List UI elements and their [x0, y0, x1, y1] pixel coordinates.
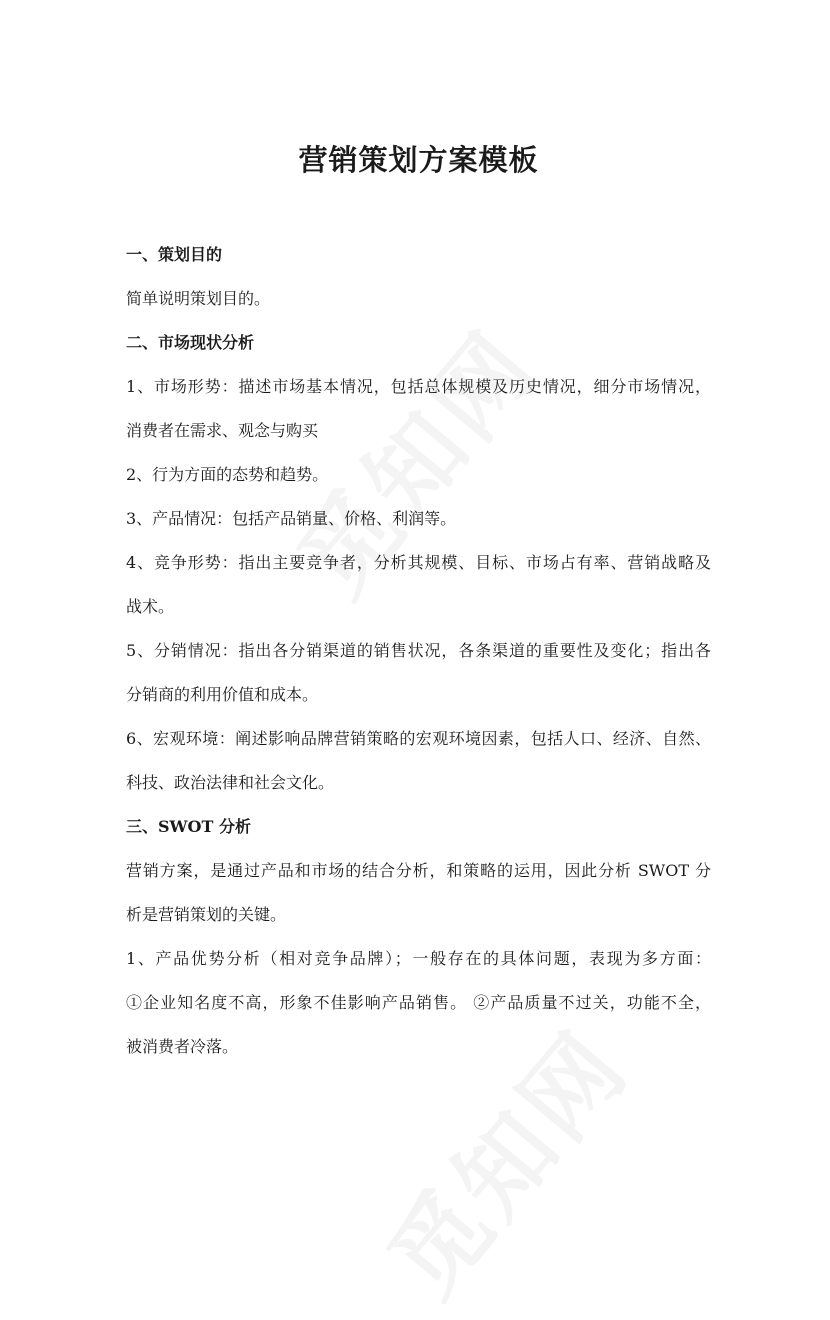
paragraph-line: 1、产品优势分析（相对竞争品牌）；一般存在的具体问题，表现为多方面： [126, 949, 711, 968]
paragraph-line: 析是营销策划的关键。 [126, 905, 287, 924]
section-heading: 一、策划目的 [126, 245, 223, 264]
paragraph-line: 6、宏观环境：阐述影响品牌营销策略的宏观环境因素，包括人口、经济、自然、 [126, 729, 711, 748]
paragraph-line: 5、分销情况：指出各分销渠道的销售状况，各条渠道的重要性及变化；指出各 [126, 641, 711, 660]
document-title: 营销策划方案模板 [298, 143, 539, 177]
section-heading: 二、市场现状分析 [126, 333, 255, 352]
paragraph-line: 1、市场形势：描述市场基本情况，包括总体规模及历史情况，细分市场情况， [126, 377, 711, 396]
paragraph-line: 4、竞争形势：指出主要竞争者，分析其规模、目标、市场占有率、营销战略及 [126, 553, 711, 572]
paragraph-line: 被消费者冷落。 [126, 1037, 239, 1056]
paragraph-line: 分销商的利用价值和成本。 [126, 685, 319, 704]
paragraph-line: 营销方案，是通过产品和市场的结合分析，和策略的运用，因此分析 SWOT 分 [126, 861, 711, 880]
paragraph-line: 消费者在需求、观念与购买 [126, 421, 319, 440]
paragraph-line: 简单说明策划目的。 [126, 289, 271, 308]
paragraph-line: 2、行为方面的态势和趋势。 [126, 465, 329, 484]
paragraph-line: ①企业知名度不高，形象不佳影响产品销售。 ②产品质量不过关，功能不全， [126, 993, 711, 1012]
paragraph-line: 战术。 [126, 597, 175, 616]
section-heading: 三、SWOT 分析 [126, 817, 251, 836]
paragraph-line: 3、产品情况：包括产品销量、价格、利润等。 [126, 509, 457, 528]
document-body [126, 238, 711, 1074]
paragraph-line: 科技、政治法律和社会文化。 [126, 773, 335, 792]
